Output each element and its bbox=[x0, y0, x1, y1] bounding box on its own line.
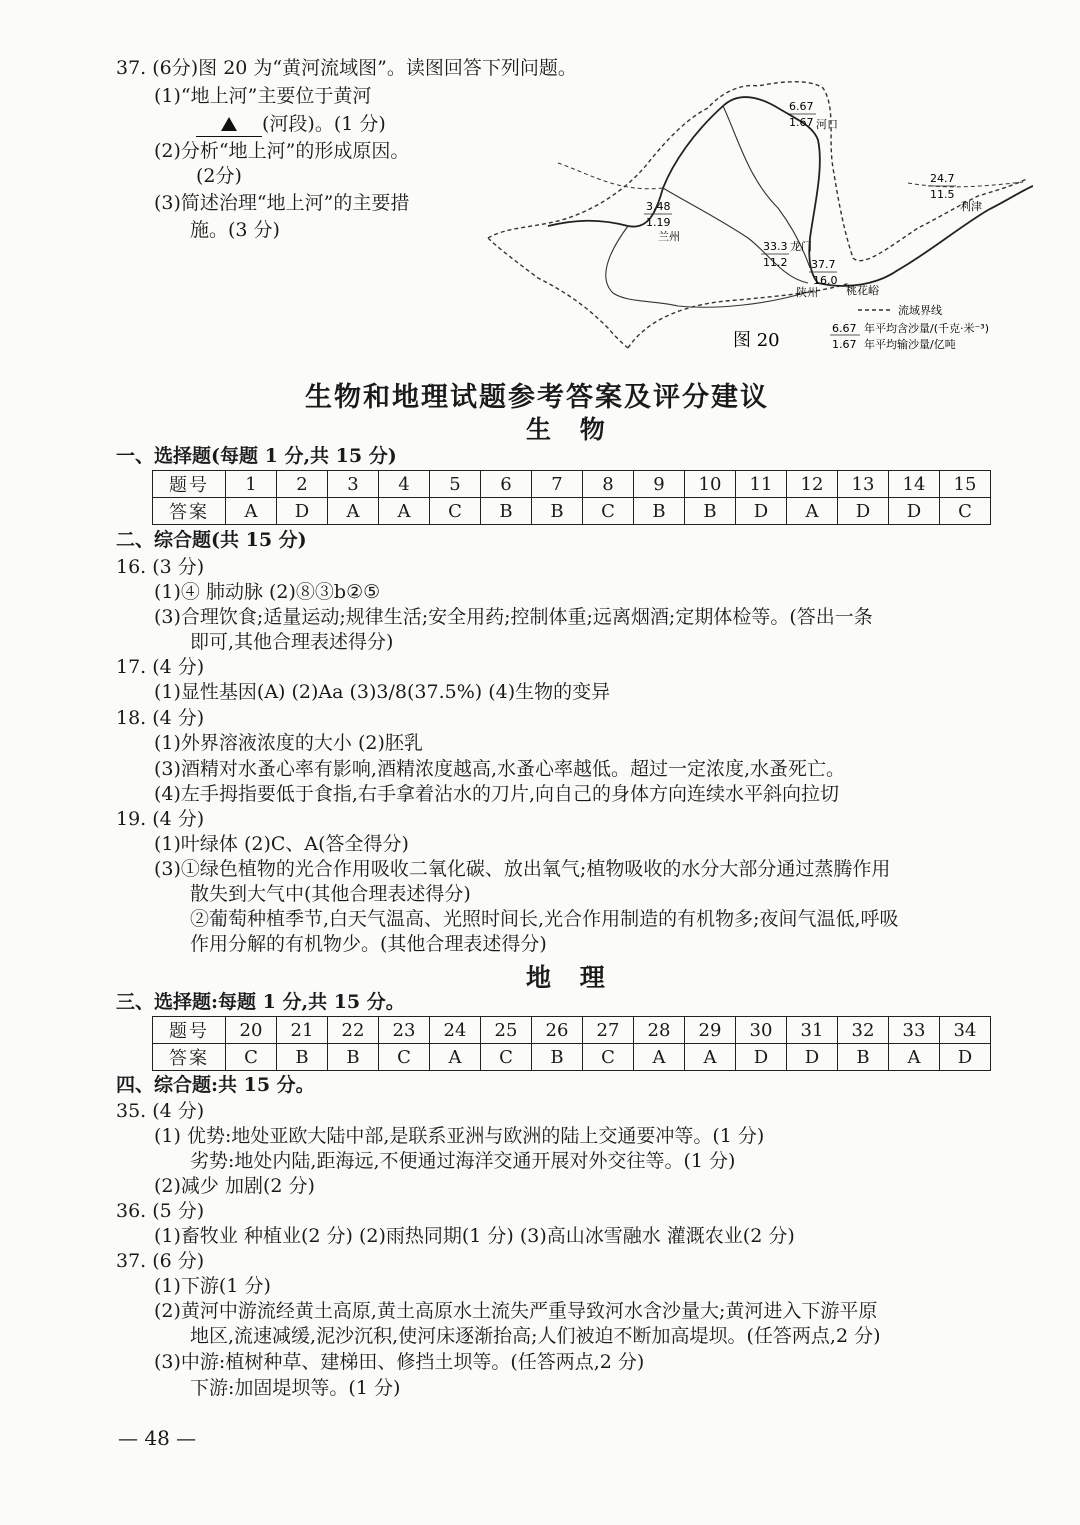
answer-line: 37. (6 分) bbox=[116, 1250, 205, 1272]
geo-section-3: 三、选择题:每题 1 分,共 15 分。 bbox=[116, 991, 405, 1013]
station-name: 利津 bbox=[960, 200, 982, 213]
station-load: 1.67 bbox=[789, 116, 814, 129]
geography-heading: 地 理 bbox=[526, 963, 615, 992]
answer-line: (2)减少 加剧(2 分) bbox=[154, 1175, 315, 1197]
answer-line: (3)酒精对水蚤心率有影响,酒精浓度越高,水蚤心率越低。超过一定浓度,水蚤死亡。 bbox=[154, 758, 846, 780]
station-name: 兰州 bbox=[658, 230, 680, 243]
geo-answer-table bbox=[152, 1016, 991, 1071]
answer-line: 16. (3 分) bbox=[116, 556, 205, 578]
q37-stem: 37. (6分)图 20 为“黄河流域图”。读图回答下列问题。 bbox=[116, 57, 577, 79]
table-header-cell: 答案 bbox=[153, 1044, 226, 1071]
basin-boundary bbox=[488, 82, 1028, 348]
table-header-cell: 答案 bbox=[153, 498, 226, 525]
answer-line: 散失到大气中(其他合理表述得分) bbox=[190, 883, 471, 905]
legend-sand-label: 年平均含沙量/(千克·米⁻³) bbox=[864, 322, 990, 335]
table-header-cell: 题号 bbox=[153, 471, 226, 498]
yellow-river-basin-map bbox=[478, 78, 1033, 353]
legend-boundary: 流域界线 bbox=[898, 304, 942, 317]
answer-line: (1)畜牧业 种植业(2 分) (2)雨热同期(1 分) (3)高山冰雪融水 灌溉农业(2 分) bbox=[154, 1225, 795, 1247]
triangle-icon bbox=[221, 117, 237, 131]
answer-line: 35. (4 分) bbox=[116, 1100, 205, 1122]
answer-line: (1)下游(1 分) bbox=[154, 1275, 271, 1297]
answer-line: (1)叶绿体 (2)C、A(答全得分) bbox=[154, 833, 409, 855]
answer-line: 即可,其他合理表述得分) bbox=[190, 631, 394, 653]
bio-section-1: 一、选择题(每题 1 分,共 15 分) bbox=[116, 445, 397, 467]
station-load: 16.0 bbox=[813, 274, 838, 287]
station-sand: 6.67 bbox=[789, 100, 814, 113]
geo-section-4: 四、综合题:共 15 分。 bbox=[116, 1074, 315, 1096]
map-caption: 图 20 bbox=[733, 330, 780, 351]
tributary bbox=[908, 182, 1023, 187]
station-load: 11.2 bbox=[763, 256, 788, 269]
q37-part1-cont: (河段)。(1 分) bbox=[196, 112, 386, 137]
station-load: 11.5 bbox=[930, 188, 955, 201]
legend-sand-value: 6.67 bbox=[832, 322, 857, 335]
page-number: — 48 — bbox=[118, 1426, 197, 1450]
table-row: 题号 20 21 22 23 24 25 26 27 28 29 30 31 32 33 34 bbox=[153, 1017, 991, 1044]
answer-line: (1)显性基因(A) (2)Aa (3)3/8(37.5%) (4)生物的变异 bbox=[154, 681, 611, 703]
answer-line: 19. (4 分) bbox=[116, 808, 205, 830]
page-title: 生物和地理试题参考答案及评分建议 bbox=[305, 382, 769, 413]
q37-part2-score: (2分) bbox=[196, 165, 242, 187]
answer-line: 地区,流速减缓,泥沙沉积,使河床逐渐抬高;人们被迫不断加高堤坝。(任答两点,2 分) bbox=[190, 1325, 881, 1347]
station-name: 龙门 bbox=[790, 240, 812, 253]
answer-line: 劣势:地处内陆,距海远,不便通过海洋交通开展对外交往等。(1 分) bbox=[190, 1150, 736, 1172]
station-name: 河口 bbox=[816, 118, 838, 131]
station-sand: 3.48 bbox=[646, 200, 671, 213]
q37-part3: (3)简述治理“地上河”的主要措 bbox=[154, 192, 410, 214]
answer-line: (1) 优势:地处亚欧大陆中部,是联系亚洲与欧洲的陆上交通要冲等。(1 分) bbox=[154, 1125, 765, 1147]
table-header-cell: 题号 bbox=[153, 1017, 226, 1044]
station-sand: 37.7 bbox=[811, 258, 836, 271]
answer-line: ②葡萄种植季节,白天气温高、光照时间长,光合作用制造的有机物多;夜间气温低,呼吸 bbox=[190, 908, 899, 930]
q37-part3-cont: 施。(3 分) bbox=[190, 219, 280, 241]
answer-line: (3)①绿色植物的光合作用吸收二氧化碳、放出氧气;植物吸收的水分大部分通过蒸腾作用 bbox=[154, 858, 891, 880]
table-row: 题号 1 2 3 4 5 6 7 8 9 10 11 12 13 14 15 bbox=[153, 471, 991, 498]
station-name: 陕州 bbox=[796, 286, 818, 299]
biology-heading: 生 物 bbox=[526, 415, 615, 444]
table-row: 答案 A D A A C B B C B B D A D D C bbox=[153, 498, 991, 525]
answer-line: (1)④ 肺动脉 (2)⑧③b②⑤ bbox=[154, 581, 381, 603]
answer-line: 17. (4 分) bbox=[116, 656, 205, 678]
answer-line: (3)合理饮食;适量运动;规律生活;安全用药;控制体重;远离烟酒;定期体检等。(答出一条 bbox=[154, 606, 873, 628]
answer-line: 36. (5 分) bbox=[116, 1200, 205, 1222]
answer-line: 作用分解的有机物少。(其他合理表述得分) bbox=[190, 933, 547, 955]
station-sand: 33.3 bbox=[763, 240, 788, 253]
answer-blank bbox=[196, 112, 262, 137]
answer-line: 18. (4 分) bbox=[116, 707, 205, 729]
answer-line: (1)外界溶液浓度的大小 (2)胚乳 bbox=[154, 732, 423, 754]
tributary bbox=[558, 163, 663, 189]
answer-line: (3)中游:植树种草、建梯田、修挡土坝等。(任答两点,2 分) bbox=[154, 1351, 645, 1373]
legend-load-label: 年平均输沙量/亿吨 bbox=[864, 338, 956, 351]
q37-part2: (2)分析“地上河”的形成原因。 bbox=[154, 140, 410, 162]
answer-line: 下游:加固堤坝等。(1 分) bbox=[190, 1377, 401, 1399]
legend-load-value: 1.67 bbox=[832, 338, 857, 351]
answer-line: (4)左手拇指要低于食指,右手拿着沾水的刀片,向自己的身体方向连续水平斜向拉切 bbox=[154, 783, 839, 805]
station-load: 1.19 bbox=[646, 216, 671, 229]
answer-line: (2)黄河中游流经黄土高原,黄土高原水土流失严重导致河水含沙量大;黄河进入下游平原 bbox=[154, 1300, 878, 1322]
bio-section-2: 二、综合题(共 15 分) bbox=[116, 529, 307, 551]
bio-answer-table bbox=[152, 470, 991, 525]
table-row: 答案 C B B C A C B C A A D D B A D bbox=[153, 1044, 991, 1071]
q37-part1: (1)“地上河”主要位于黄河 bbox=[154, 85, 372, 107]
station-name: 桃花峪 bbox=[846, 284, 879, 297]
station-sand: 24.7 bbox=[930, 172, 955, 185]
